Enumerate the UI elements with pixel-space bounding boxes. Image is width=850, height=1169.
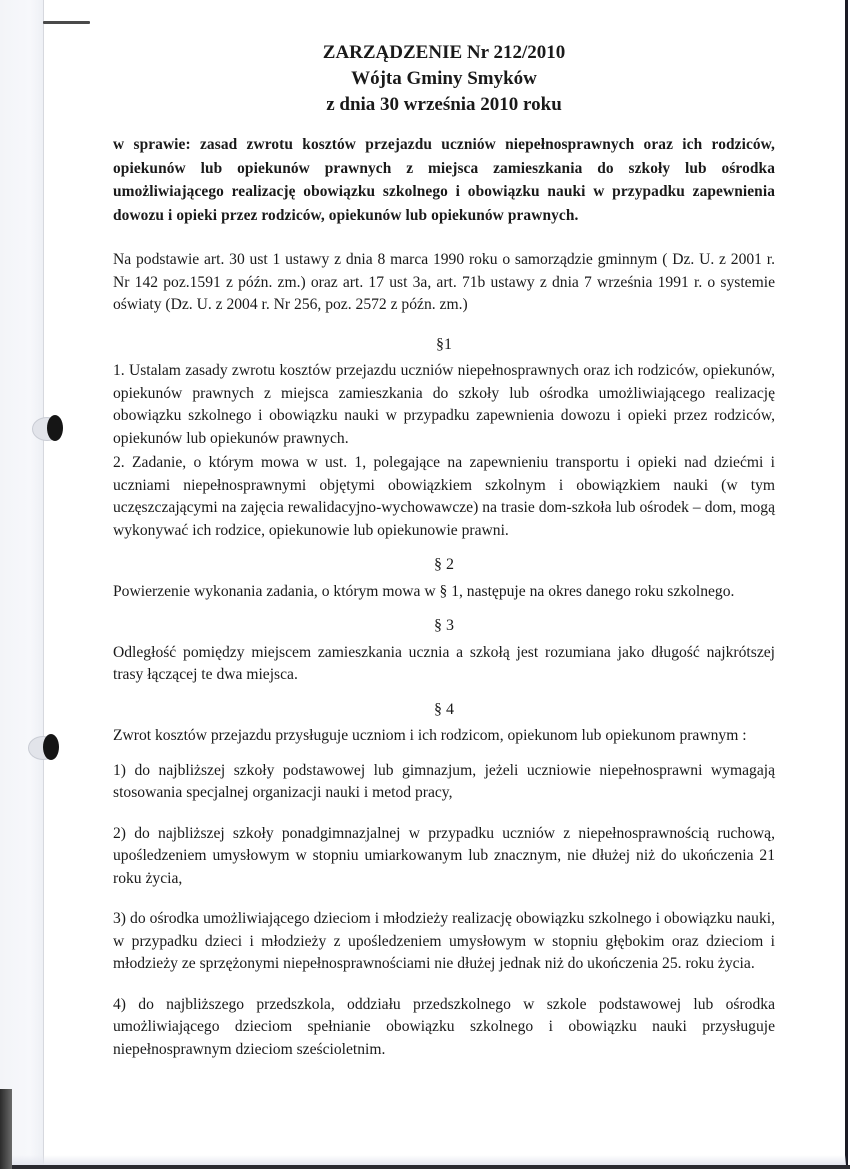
section-1 [113, 334, 775, 543]
section-sign: § 3 [434, 617, 454, 634]
list-item: 2) do najbliższej szkoły ponadgimnazjalnej w przypadku uczniów z niepełnosprawnością ruchową, upośledzeniem umysłowym w stopniu umiarkowanym lub znacznym, nie dłużej niż do ukończenia 21 roku życia, [113, 824, 775, 887]
section-paragraph: 1. Ustalam zasady zwrotu kosztów przejazdu uczniów niepełnosprawnych oraz ich rodziców, opiekunów, opiekunów prawnych z miejsca zamieszkania do szkoły lub ośrodka umożliwiającego realizację obowiązku szkolnego i obowiązku nauki w przypadku zapewnienia dowozu i opieki przez rodziców, opiekunów lub opiekunów prawnych. [113, 362, 775, 447]
document-issuer: Wójta Gminy Smyków [351, 68, 537, 89]
section-3 [113, 615, 775, 687]
section-2 [113, 554, 775, 603]
punch-hole-center [47, 415, 63, 441]
section-paragraph: Zwrot kosztów przejazdu przysługuje uczniom i ich rodzicom, opiekunom lub opiekunom prawnym : [113, 727, 747, 744]
section-4 [113, 699, 775, 1062]
list-item: 1) do najbliższej szkoły podstawowej lub gimnazjum, jeżeli uczniowie niepełnosprawni wymagają stosowania specjalnej organizacji nauki i metod pracy, [113, 761, 775, 801]
scan-bottom-edge [0, 1165, 850, 1169]
punch-hole-center [43, 734, 59, 760]
section-sign: § 2 [434, 556, 454, 573]
section-paragraph: Odległość pomiędzy miejscem zamieszkania ucznia a szkołą jest rozumiana jako długość najkrótszej trasy łączącej te dwa miejsca. [113, 643, 775, 683]
scan-right-edge [845, 0, 848, 1169]
scan-corner-shadow [0, 1089, 12, 1169]
section-sign: §1 [436, 335, 452, 353]
section-paragraph: 2. Zadanie, o którym mowa w ust. 1, polegające na zapewnieniu transportu i opieki nad dziećmi i uczniami niepełnosprawnymi objętymi obowiązkiem szkolnym i obowiązkiem nauki (w tym uczęszczającymi na zajęcia rewalidacyjno-wychowawcze) na trasie dom-szkoła lub ośrodek – dom, mogą wykonywać ich rodzice, opiekunowie lub opiekunowie prawni. [113, 454, 775, 539]
scan-fold-line [43, 0, 44, 1169]
document-title: ZARZĄDZENIE Nr 212/2010 [322, 42, 566, 63]
document-header [113, 40, 775, 118]
document-subject: w sprawie: zasad zwrotu kosztów przejazdu uczniów niepełnosprawnych oraz ich rodziców, opiekunów lub opiekunów prawnych z miejsca zamieszkania do szkoły lub ośrodka umożliwiającego realizację obowiązku szkolnego i obowiązku nauki w przypadku zapewnienia dowozu i opieki przez rodziców, opiekunów lub opiekunów prawnych. [113, 136, 775, 224]
scan-bottom-shadow [12, 1155, 846, 1165]
scan-staple-mark [43, 21, 90, 24]
document-date: z dnia 30 września 2010 roku [326, 94, 562, 115]
document-page [113, 40, 775, 1061]
list-item: 3) do ośrodka umożliwiającego dzieciom i młodzieży realizację obowiązku szkolnego i obowiązku nauki, w przypadku dzieci i młodzieży z upośledzeniem umysłowym w stopniu głębokim oraz dzieciom i młodzieży ze sprzężonymi niepełnosprawnościami nie dłużej jednak niż do ukończenia 25. roku życia. [113, 910, 775, 972]
scan-left-margin [0, 0, 43, 1169]
legal-basis: Na podstawie art. 30 ust 1 ustawy z dnia 8 marca 1990 roku o samorządzie gminnym ( Dz. U. z 2001 r. Nr 142 poz.1591 z późn. zm.) oraz art. 17 ust 3a, art. 71b ustawy z dnia 7 września 1991 r. o systemie oświaty (Dz. U. z 2004 r. Nr 256, poz. 2572 z późn. zm.) [113, 251, 775, 313]
section-paragraph: Powierzenie wykonania zadania, o którym mowa w § 1, następuje na okres danego roku szkolnego. [113, 582, 735, 600]
punch-hole-icon [28, 734, 62, 760]
list-item: 4) do najbliższego przedszkola, oddziału przedszkolnego w szkole podstawowej lub ośrodka umożliwiającego dzieciom spełnianie obowiązku szkolnego i obowiązku nauki przysługuje niepełnosprawnym dzieciom sześcioletnim. [113, 995, 775, 1058]
section-sign: § 4 [434, 700, 454, 718]
punch-hole-icon [32, 415, 66, 441]
